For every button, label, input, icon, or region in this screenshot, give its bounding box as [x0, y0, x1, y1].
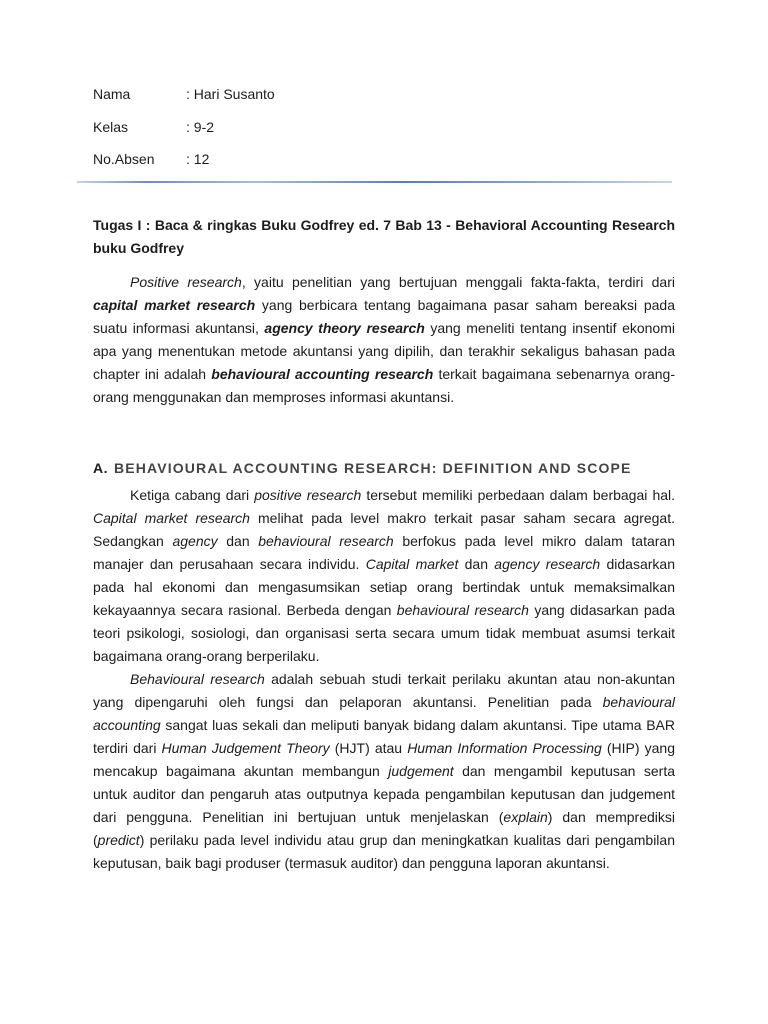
para-text: (HJT) atau [329, 740, 408, 756]
para-text: berfokus pada level mikro dalam tataran manajer dan perusahaan secara individu. [93, 533, 676, 572]
para-text: dan mengambil keputusan serta untuk auditor dan pengaruh atas outputnya kepada pengambilan keputusan dan judgement dari pengguna. Penelitian ini bertujuan untuk menjelaskan ( [93, 763, 675, 825]
section-title: BEHAVIOURAL ACCOUNTING RESEARCH: DEFINITION AND SCOPE [114, 460, 632, 476]
intro-term: behavioural accounting research [211, 366, 434, 382]
para-term: agency [172, 533, 218, 549]
para-term: explain [503, 809, 548, 825]
section-letter: A. [93, 460, 108, 476]
para-term: predict [97, 832, 140, 848]
para-term: behavioural research [258, 533, 394, 549]
para-term: behavioural research [396, 602, 529, 618]
para-term: Capital market research [93, 510, 250, 526]
para-text: tersebut memiliki perbedaan dalam berbagai hal. [361, 487, 676, 503]
header-divider [77, 181, 672, 183]
intro-paragraph [93, 271, 675, 409]
para-term: behavioural accounting [93, 694, 675, 733]
info-label: No.Absen [93, 151, 155, 167]
section-a-heading [93, 457, 675, 480]
para-text: (HIP) yang mencakup bagaimana akuntan membangun [93, 740, 675, 779]
para-term: Behavioural research [130, 671, 265, 687]
intro-text: terkait bagaimana sebenarnya orang-orang menggunakan dan memproses informasi akuntansi. [93, 366, 676, 405]
para-text: yang didasarkan pada teori psikologi, sosiologi, dan organisasi serta secara umum tidak membuat asumsi terkait bagaimana orang-orang berperilaku. [93, 602, 675, 664]
intro-term: capital market research [93, 297, 256, 313]
info-value: : 12 [186, 151, 210, 167]
intro-text: yang meneliti tentang insentif ekonomi apa yang menentukan metode akuntansi yang dipilih, dan terakhir sekaligus bahasan pada chapter ini adalah [93, 320, 675, 382]
info-value: : 9-2 [186, 118, 215, 135]
intro-text: yang berbicara tentang bagaimana pasar saham bereaksi pada suatu informasi akuntansi, [93, 297, 675, 336]
paragraph-1 [93, 484, 675, 668]
para-text: Ketiga cabang dari [130, 487, 255, 503]
para-text: dan [217, 533, 259, 549]
para-text: ) dan memprediksi ( [93, 809, 676, 848]
para-term: Human Judgement Theory [161, 740, 330, 756]
task-text: Baca & ringkas Buku Godfrey ed. 7 Bab 13 - Behavioral Accounting Research buku Godfrey [93, 217, 676, 256]
para-text: dan [458, 556, 495, 572]
para-term: Human Information Processing [407, 740, 602, 756]
para-text: ) perilaku pada level individu atau grup dan meningkatkan kualitas dari pengambilan keputusan, baik bagi produser (termasuk auditor) dan pengguna laporan akuntansi. [93, 832, 675, 871]
para-text: melihat pada level makro terkait pasar saham secara agregat. Sedangkan [93, 510, 675, 549]
info-value: : Hari Susanto [186, 86, 275, 102]
info-label: Nama [93, 86, 131, 102]
para-term: judgement [388, 763, 454, 779]
intro-text: , yaitu penelitian yang bertujuan menggali fakta-fakta, terdiri dari [241, 274, 675, 290]
task-heading [93, 214, 675, 260]
para-term: positive research [254, 487, 362, 503]
document-body [93, 214, 675, 875]
info-label: Kelas [93, 118, 129, 135]
para-term: Capital market [365, 556, 459, 572]
paragraph-2 [93, 668, 675, 875]
para-text: didasarkan pada hal ekonomi dan mengasumsikan setiap orang bertindak untuk memaksimalkan kekayaannya secara rasional. Berbeda dengan [93, 556, 675, 618]
para-text: sangat luas sekali dan meliputi banyak bidang dalam akuntansi. Tipe utama BAR terdiri dari [93, 717, 675, 756]
intro-term: Positive research [130, 274, 242, 290]
task-label: Tugas I : [93, 217, 151, 233]
para-term: agency research [494, 556, 601, 572]
intro-term: agency theory research [264, 320, 425, 336]
para-text: adalah sebuah studi terkait perilaku akuntan atau non-akuntan yang dipengaruhi oleh fungsi dan pelaporan akuntansi. Penelitian pada [93, 671, 675, 710]
